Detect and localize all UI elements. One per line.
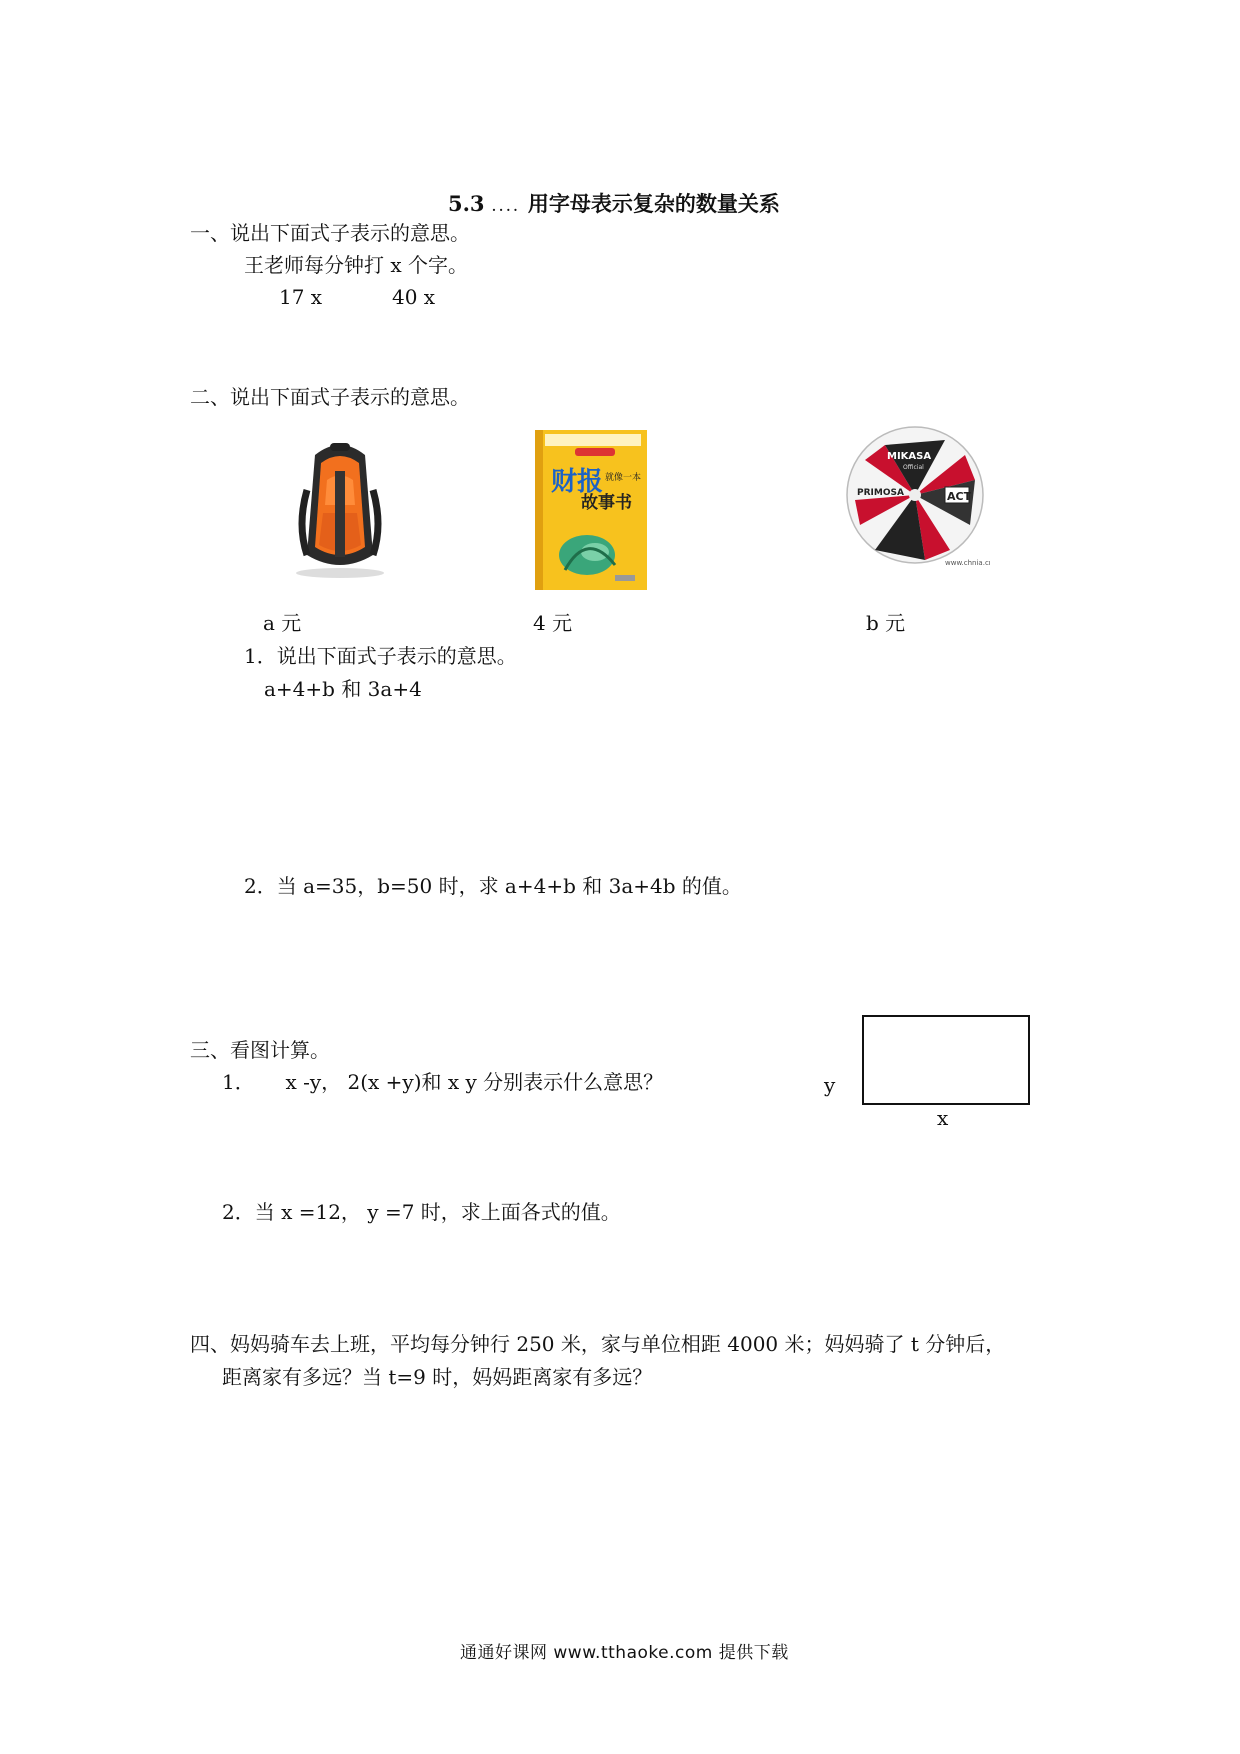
section2-heading: 二、说出下面式子表示的意思。 — [190, 385, 470, 409]
section3-heading: 三、看图计算。 — [190, 1038, 330, 1062]
rectangle-label-y: y — [824, 1073, 836, 1097]
section3-q1-number: 1． — [222, 1070, 255, 1094]
section2-q2: 2．当 a=35，b=50 时，求 a+4+b 和 3a+4b 的值。 — [244, 874, 742, 898]
section1-expr-1: 17 x — [279, 285, 323, 309]
section4-line2: 距离家有多远？当 t=9 时，妈妈距离家有多远？ — [222, 1365, 653, 1389]
page-title — [448, 188, 780, 218]
section1-heading: 一、说出下面式子表示的意思。 — [190, 221, 470, 245]
section3-q1-text: x -y， 2(x +y)和 x y 分别表示什么意思？ — [285, 1070, 664, 1094]
rectangle-diagram — [862, 1015, 1030, 1105]
section2-q1: 1．说出下面式子表示的意思。 — [244, 644, 517, 668]
book-cover-subtitle: 就像一本 — [605, 473, 642, 483]
section4-line1: 四、妈妈骑车去上班，平均每分钟行 250 米，家与单位相距 4000 米；妈妈骑了 t 分钟后， — [190, 1332, 1006, 1356]
section3-q2: 2．当 x =12， y =7 时，求上面各式的值。 — [222, 1200, 621, 1224]
book-cover-text: 故事书 — [581, 493, 632, 513]
section1-premise: 王老师每分钟打 x 个字。 — [244, 253, 468, 277]
book-price: 4 元 — [533, 611, 573, 635]
rectangle-label-x: x — [937, 1106, 949, 1130]
section2-q1-expr: a+4+b 和 3a+4 — [264, 677, 422, 701]
title-text: 用字母表示复杂的数量关系 — [527, 191, 780, 216]
ball-brand: MIKASA — [887, 451, 932, 462]
book-image — [535, 430, 647, 590]
ball-model: PRIMOSA — [857, 488, 904, 498]
page-footer: 通通好课网 www.tthaoke.com 提供下载 — [460, 1643, 789, 1663]
book-cover-title: 财报 — [551, 467, 604, 497]
backpack-image — [285, 435, 395, 580]
ball-price: b 元 — [866, 611, 906, 635]
title-number: 5.3 — [448, 191, 485, 216]
ball-brand-sub: Official — [903, 464, 924, 471]
ball-logo: ACT — [947, 490, 972, 503]
backpack-price: a 元 — [263, 611, 302, 635]
section1-expr-2: 40 x — [392, 285, 436, 309]
section3-q1 — [222, 1070, 663, 1094]
ball-watermark: www.chnia.cn — [945, 559, 990, 567]
ball-image — [845, 425, 990, 570]
title-dots: .... — [491, 200, 521, 214]
